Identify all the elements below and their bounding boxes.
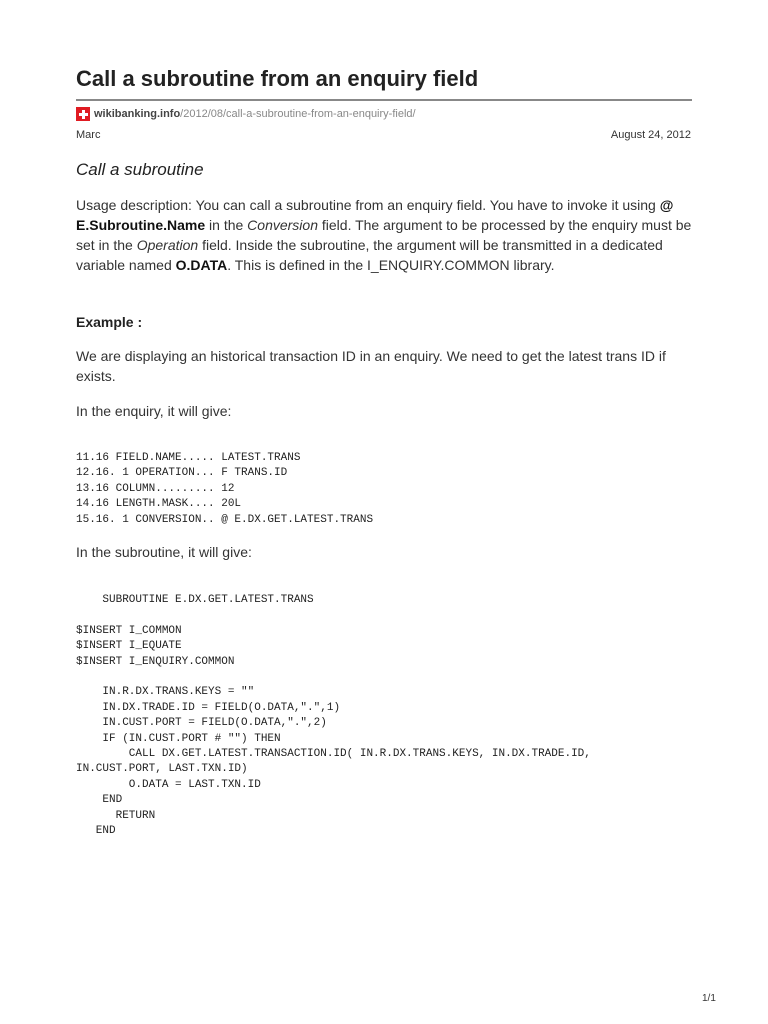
conversion-field-name: Conversion <box>247 217 318 233</box>
usage-text: field. Inside the subroutine, the argument will be transmitted in a dedicated variable named <box>76 237 663 273</box>
swiss-flag-icon <box>76 107 90 121</box>
subroutine-intro: In the subroutine, it will give: <box>76 544 252 560</box>
operation-field-name: Operation <box>136 237 199 253</box>
article-meta <box>76 128 691 142</box>
usage-text: field. The argument to be processed by the enquiry must be set in the <box>76 217 692 253</box>
title-divider <box>76 99 692 101</box>
section-heading: Call a subroutine <box>76 160 204 179</box>
subroutine-code-block: SUBROUTINE E.DX.GET.LATEST.TRANS $INSERT I_COMMON $INSERT I_EQUATE $INSERT I_ENQUIRY.COMMON IN.R.DX.TRANS.KEYS = "" IN.DX.TRADE.ID = FIELD(O.DATA,".",1) IN.CUST.PORT = FIELD(O.DATA,".",2) IF (IN.CUST.PORT # "") THEN CALL DX.GET.LATEST.TRANSACTION.ID( IN.R.DX.TRANS.KEYS, IN.DX.TRADE.ID, IN.CUST.PORT, LAST.TXN.ID) O.DATA = LAST.TXN.ID END RETURN END <box>76 594 591 838</box>
example-description: We are displaying an historical transaction ID in an enquiry. We need to get the latest trans ID if exists. <box>76 348 666 384</box>
usage-text: . This is defined in the I_ENQUIRY.COMMON library. <box>227 257 555 273</box>
usage-text: Usage description: You can call a subroutine from an enquiry field. You have to invoke it using <box>76 197 660 213</box>
usage-description <box>76 195 696 275</box>
enquiry-code-block: 11.16 FIELD.NAME..... LATEST.TRANS 12.16. 1 OPERATION... F TRANS.ID 13.16 COLUMN......... 12 14.16 LENGTH.MASK.... 20L 15.16. 1 CONVERSION.. @ E.DX.GET.LATEST.TRANS <box>76 452 374 526</box>
source-domain[interactable]: wikibanking.info <box>94 108 181 120</box>
subroutine-syntax: @ E.Subroutine.Name <box>76 197 674 233</box>
enquiry-intro: In the enquiry, it will give: <box>76 403 232 419</box>
variable-name: O.DATA <box>175 257 228 273</box>
page-title: Call a subroutine from an enquiry field <box>76 66 479 91</box>
author: Marc <box>76 129 101 141</box>
usage-text: in the <box>205 217 248 233</box>
publish-date: August 24, 2012 <box>610 129 691 141</box>
source-path[interactable]: /2012/08/call-a-subroutine-from-an-enquiry-field/ <box>180 108 416 120</box>
page-number: 1/1 <box>702 993 716 1004</box>
example-label: Example : <box>76 314 143 330</box>
source-line[interactable] <box>76 106 416 122</box>
